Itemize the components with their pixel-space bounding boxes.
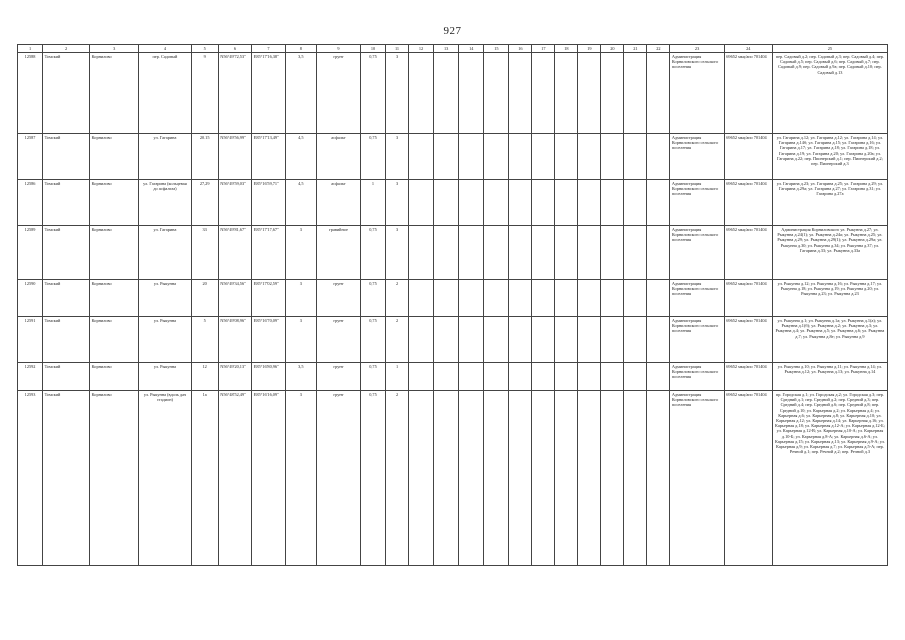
cell-empty: [555, 317, 578, 363]
cell-empty: [484, 134, 509, 180]
cell-empty: [647, 226, 670, 280]
cell-owner: Администрация Корниловского сельского поселения: [670, 280, 724, 317]
cell-category: 3: [386, 226, 409, 280]
cell-latitude: N56°49'08,96": [218, 317, 251, 363]
table-row: [18, 363, 888, 391]
table-row: [18, 317, 888, 363]
cell-street: ул. Гагарина: [139, 226, 191, 280]
cell-empty: [409, 226, 434, 280]
cell-id: 12589: [18, 226, 43, 280]
cell-empty: [509, 391, 532, 566]
cell-empty: [624, 134, 647, 180]
cell-empty: [509, 134, 532, 180]
cell-empty: [459, 180, 484, 226]
cell-empty: [532, 391, 555, 566]
cell-width: 3: [285, 226, 316, 280]
cell-empty: [601, 226, 624, 280]
cell-addresses: ул. Гагарина д.23; ул. Гагарина д.25; ул. Гагарина д.29; ул. Гагарина д.29а; ул. Гагарина д.27; ул. Гагарина д.31; ул. Гагарина д.27а: [772, 180, 887, 226]
cell-category: 3: [386, 180, 409, 226]
column-number: 14: [459, 45, 484, 53]
cell-empty: [409, 180, 434, 226]
cell-code: 69652 мкц/апо 701404: [724, 363, 772, 391]
cell-width: 4,5: [285, 134, 316, 180]
cell-addresses: ул. Рыкунна д.1; ул. Рыкунна д.1а; ул. Рыкунна д.1(а); ул. Рыкунна д.1(б); ул. Рыкунна д.2; ул. Рыкунна д.3; ул. Рыкунна д.4; ул. Рыкунна д.5; ул. Рыкунна д.6; ул. Рыкунна д.7; ул. Рыкунна д.8е; ул. Рыкунна д.9: [772, 317, 887, 363]
registry-rows: [18, 53, 888, 566]
cell-addresses: ул. Рыкунна д.12; ул. Рыкунна д.16; ул. Рыкунна д.17; ул. Рыкунна д.18; ул. Рыкунна д.19; ул. Рыкунна д.20; ул. Рыкунна д.23; ул. Рыкунна д.23: [772, 280, 887, 317]
cell-empty: [484, 391, 509, 566]
cell-district: Томский: [43, 134, 90, 180]
cell-street: ул. Рыкунна: [139, 363, 191, 391]
cell-empty: [578, 180, 601, 226]
cell-empty: [601, 180, 624, 226]
cell-longitude: E85°16'80,96": [252, 363, 285, 391]
cell-surface: грунт: [317, 391, 361, 566]
cell-value: 0,75: [360, 363, 385, 391]
cell-addresses: Администрация Корниловского ул. Рыкунна д.27; ул. Рыкунна д.24(1); ул. Рыкунна д.24а; ул. Рыкунна д.25; ул. Рыкунна д.29; ул. Рыкунна д.29(1); ул. Рыкунна д.29а; ул. Рыкунна д.30; ул. Рыкунна д.34; ул. Рыкунна д.37; ул. Гагарина д.33; ул. Рыкунна д.33а: [772, 226, 887, 280]
cell-value: 0,75: [360, 391, 385, 566]
cell-district: Томский: [43, 280, 90, 317]
cell-settlement: Корнилово: [90, 317, 139, 363]
cell-empty: [532, 280, 555, 317]
column-number: 7: [252, 45, 285, 53]
cell-empty: [409, 134, 434, 180]
cell-surface: грунт: [317, 363, 361, 391]
column-number: 24: [724, 45, 772, 53]
cell-empty: [459, 53, 484, 134]
cell-settlement: Корнилово: [90, 53, 139, 134]
column-number: 13: [434, 45, 459, 53]
cell-empty: [509, 317, 532, 363]
table-row: [18, 180, 888, 226]
cell-code: 69652 мкц/апо 701404: [724, 134, 772, 180]
cell-empty: [647, 134, 670, 180]
column-number: 25: [772, 45, 887, 53]
cell-length: 33: [191, 226, 218, 280]
cell-empty: [409, 53, 434, 134]
cell-category: 2: [386, 280, 409, 317]
cell-empty: [555, 180, 578, 226]
cell-empty: [484, 53, 509, 134]
cell-empty: [459, 226, 484, 280]
cell-surface: грунт: [317, 280, 361, 317]
cell-code: 69652 мкц/апо 701404: [724, 391, 772, 566]
cell-settlement: Корнилово: [90, 134, 139, 180]
cell-length: 27,29: [191, 180, 218, 226]
cell-category: 2: [386, 391, 409, 566]
cell-empty: [601, 280, 624, 317]
cell-id: 12592: [18, 363, 43, 391]
cell-empty: [624, 317, 647, 363]
cell-code: 69652 мкц/апо 701404: [724, 226, 772, 280]
cell-settlement: Корнилово: [90, 391, 139, 566]
cell-settlement: Корнилово: [90, 363, 139, 391]
cell-owner: Администрация Корниловского сельского поселения: [670, 317, 724, 363]
cell-length: 20: [191, 280, 218, 317]
cell-category: 3: [386, 134, 409, 180]
cell-empty: [601, 363, 624, 391]
cell-value: 0,75: [360, 226, 385, 280]
cell-empty: [532, 317, 555, 363]
cell-empty: [555, 391, 578, 566]
cell-empty: [647, 180, 670, 226]
cell-street: пер. Садовый: [139, 53, 191, 134]
cell-latitude: N56°49'56,99": [218, 134, 251, 180]
registry-table: [17, 44, 888, 566]
cell-empty: [434, 180, 459, 226]
column-number: 1: [18, 45, 43, 53]
cell-empty: [624, 180, 647, 226]
cell-length: 9: [191, 53, 218, 134]
cell-empty: [532, 53, 555, 134]
column-number: 16: [509, 45, 532, 53]
cell-surface: асфальт: [317, 180, 361, 226]
cell-settlement: Корнилово: [90, 226, 139, 280]
cell-latitude: N56°49'59,03": [218, 180, 251, 226]
cell-empty: [434, 280, 459, 317]
cell-longitude: E85°16'70,09": [252, 317, 285, 363]
cell-longitude: E85°16'16,09": [252, 391, 285, 566]
cell-empty: [532, 226, 555, 280]
cell-empty: [509, 53, 532, 134]
cell-empty: [647, 391, 670, 566]
cell-value: 0,75: [360, 134, 385, 180]
cell-category: 3: [386, 53, 409, 134]
cell-category: 2: [386, 317, 409, 363]
cell-id: 12591: [18, 317, 43, 363]
column-number: 15: [484, 45, 509, 53]
cell-empty: [555, 134, 578, 180]
column-number: 17: [532, 45, 555, 53]
cell-empty: [434, 134, 459, 180]
cell-empty: [434, 226, 459, 280]
cell-settlement: Корнилово: [90, 180, 139, 226]
cell-width: 3: [285, 280, 316, 317]
column-number: 4: [139, 45, 191, 53]
cell-empty: [578, 391, 601, 566]
cell-length: 5: [191, 317, 218, 363]
cell-empty: [532, 134, 555, 180]
cell-empty: [624, 363, 647, 391]
cell-surface: гравийное: [317, 226, 361, 280]
cell-empty: [578, 134, 601, 180]
cell-empty: [434, 53, 459, 134]
cell-empty: [434, 363, 459, 391]
cell-empty: [624, 391, 647, 566]
cell-owner: Администрация Корниловского сельского поселения: [670, 134, 724, 180]
table-row: [18, 134, 888, 180]
cell-district: Томский: [43, 53, 90, 134]
cell-category: 1: [386, 363, 409, 391]
cell-latitude: N56°49'72,53": [218, 53, 251, 134]
cell-code: 69652 мкц/апо 701404: [724, 180, 772, 226]
cell-empty: [532, 180, 555, 226]
table-row: [18, 53, 888, 134]
cell-longitude: E85°17'02,59": [252, 280, 285, 317]
column-number: 8: [285, 45, 316, 53]
cell-empty: [647, 363, 670, 391]
cell-owner: Администрация Корниловского сельского поселения: [670, 180, 724, 226]
cell-empty: [532, 363, 555, 391]
cell-empty: [434, 317, 459, 363]
cell-empty: [409, 317, 434, 363]
table-row: [18, 391, 888, 566]
cell-empty: [409, 363, 434, 391]
cell-street: ул. Гагарина (кольцевая до асфальта): [139, 180, 191, 226]
cell-empty: [578, 226, 601, 280]
column-number: 2: [43, 45, 90, 53]
column-number: 5: [191, 45, 218, 53]
column-number: 22: [647, 45, 670, 53]
cell-empty: [578, 317, 601, 363]
cell-empty: [459, 391, 484, 566]
cell-longitude: E85°17'13,49": [252, 134, 285, 180]
cell-empty: [484, 317, 509, 363]
cell-empty: [509, 226, 532, 280]
cell-street: ул. Гагарина: [139, 134, 191, 180]
table-row: [18, 280, 888, 317]
cell-empty: [459, 317, 484, 363]
cell-width: 3,5: [285, 363, 316, 391]
cell-latitude: N56°48'52,49": [218, 391, 251, 566]
cell-empty: [555, 363, 578, 391]
cell-longitude: E85°17'17,67": [252, 226, 285, 280]
column-number: 6: [218, 45, 251, 53]
cell-id: 12587: [18, 134, 43, 180]
column-number: 23: [670, 45, 724, 53]
cell-empty: [555, 53, 578, 134]
cell-empty: [555, 226, 578, 280]
cell-addresses: ул. Рыкунна д.10; ул. Рыкунна д.11; ул. Рыкунна д.14; ул. Рыкунна д.12; ул. Рыкунна д.13; ул. Рыкунна д.14: [772, 363, 887, 391]
column-number: 9: [317, 45, 361, 53]
cell-latitude: N56°49'81,67": [218, 226, 251, 280]
cell-district: Томский: [43, 226, 90, 280]
cell-owner: Администрация Корниловского сельского поселения: [670, 53, 724, 134]
cell-empty: [484, 226, 509, 280]
cell-owner: Администрация Корниловского сельского поселения: [670, 391, 724, 566]
column-number: 3: [90, 45, 139, 53]
cell-empty: [459, 363, 484, 391]
column-number: 21: [624, 45, 647, 53]
cell-id: 12590: [18, 280, 43, 317]
cell-id: 12586: [18, 180, 43, 226]
cell-code: 69652 мкц/апо 701404: [724, 317, 772, 363]
cell-empty: [409, 391, 434, 566]
cell-empty: [578, 280, 601, 317]
column-number: 10: [360, 45, 385, 53]
cell-width: 3,5: [285, 53, 316, 134]
cell-district: Томский: [43, 180, 90, 226]
column-number: 11: [386, 45, 409, 53]
table-row: [18, 226, 888, 280]
cell-id: 12593: [18, 391, 43, 566]
cell-id: 12588: [18, 53, 43, 134]
cell-addresses: ул. Гагарина д.12; ул. Гагарина д.12; ул. Гагарина д.14; ул. Гагарина д.14б; ул. Гагарина д.15; ул. Гагарина д.16; ул. Гагарина д.17; ул. Гагарина д.18; ул. Гагарина д.18; ул. Гагарина д.19; ул. Гагарина д.20; ул. Гагарина д.20а; ул. Гагарина д.22; пер. Пионерский д.1; пер. Пионерский д.2; пер. Пионерский д.3: [772, 134, 887, 180]
cell-empty: [509, 280, 532, 317]
cell-empty: [647, 317, 670, 363]
cell-width: 4,5: [285, 180, 316, 226]
cell-surface: грунт: [317, 317, 361, 363]
cell-surface: асфальт: [317, 134, 361, 180]
cell-empty: [624, 226, 647, 280]
cell-empty: [509, 363, 532, 391]
cell-empty: [509, 180, 532, 226]
cell-value: 0,75: [360, 280, 385, 317]
cell-empty: [484, 363, 509, 391]
column-number: 20: [601, 45, 624, 53]
cell-empty: [459, 280, 484, 317]
cell-value: 1: [360, 180, 385, 226]
cell-latitude: N56°49'34,56": [218, 280, 251, 317]
cell-longitude: E85°17'16,38": [252, 53, 285, 134]
cell-surface: грунт: [317, 53, 361, 134]
cell-empty: [484, 280, 509, 317]
cell-empty: [647, 280, 670, 317]
cell-code: 69652 мкц/апо 701404: [724, 53, 772, 134]
cell-empty: [578, 53, 601, 134]
cell-length: 1а: [191, 391, 218, 566]
cell-empty: [434, 391, 459, 566]
cell-empty: [601, 317, 624, 363]
cell-empty: [578, 363, 601, 391]
cell-width: 3: [285, 391, 316, 566]
cell-empty: [601, 53, 624, 134]
cell-empty: [601, 391, 624, 566]
cell-value: 0,75: [360, 53, 385, 134]
cell-value: 0,75: [360, 317, 385, 363]
cell-length: 12: [191, 363, 218, 391]
cell-empty: [624, 53, 647, 134]
cell-width: 3: [285, 317, 316, 363]
cell-empty: [555, 280, 578, 317]
cell-settlement: Корнилово: [90, 280, 139, 317]
column-number: 19: [578, 45, 601, 53]
cell-owner: Администрация Корниловского сельского поселения: [670, 363, 724, 391]
cell-addresses: пр. Городская д.1; ул. Городская д.2; ул. Городская д.3; пер. Средний д.1; пер. Средний д.2; пер. Средний д.3; пер. Средний д.4; пер. Средний д.6; пер. Средний д.8; пер. Средний д.10; ул. Карьерная д.2; ул. Карьерная д.4; ул. Карьерная д.6; ул. Карьерная д.8; ул. Карьерная д.10; ул. Карьерная д.12; ул. Карьерная д.14; ул. Карьерная д.16; ул. Карьерная д.18; ул. Карьерная д.12-А; ул. Карьерная д.12-Б; ул. Карьерная д.12-В; ул. Карьерная д.10-А; ул. Карьерная д.10-Б; ул. Карьерная д.8-А; ул. Карьерная д.6-А; ул. Карьерная д.15; ул. Карьерная д.13; ул. Карьерная д.9-А; ул. Карьерная д.9; ул. Карьерная д.7; ул. Карьерная д.5-А; пер. Речной д.1; пер. Речной д.2; пер. Речной д.3: [772, 391, 887, 566]
cell-code: 69652 мкц/апо 701404: [724, 280, 772, 317]
cell-district: Томский: [43, 363, 90, 391]
cell-owner: Администрация Корниловского сельского поселения: [670, 226, 724, 280]
cell-street: ул. Рыкунна (вдоль дач стадион): [139, 391, 191, 566]
cell-empty: [647, 53, 670, 134]
cell-latitude: N56°49'20,13": [218, 363, 251, 391]
column-number: 12: [409, 45, 434, 53]
cell-district: Томский: [43, 391, 90, 566]
cell-empty: [484, 180, 509, 226]
cell-addresses: пер. Садовый д.2; пер. Садовый д.3; пер. Садовый д.4; пер. Садовый д.5; пер. Садовый д.6; пер. Садовый д.7; пер. Садовый д.9; пер. Садовый д.9а; пер. Садовый д.10; пер. Садовый д.13: [772, 53, 887, 134]
cell-longitude: E85°16'59,71": [252, 180, 285, 226]
cell-street: ул. Рыкунна: [139, 317, 191, 363]
page-number: 927: [443, 25, 462, 37]
column-number: 18: [555, 45, 578, 53]
cell-empty: [409, 280, 434, 317]
cell-length: 20.15: [191, 134, 218, 180]
cell-empty: [624, 280, 647, 317]
column-number-row: [18, 45, 888, 53]
cell-district: Томский: [43, 317, 90, 363]
cell-empty: [601, 134, 624, 180]
cell-street: ул. Рыкунна: [139, 280, 191, 317]
cell-empty: [459, 134, 484, 180]
